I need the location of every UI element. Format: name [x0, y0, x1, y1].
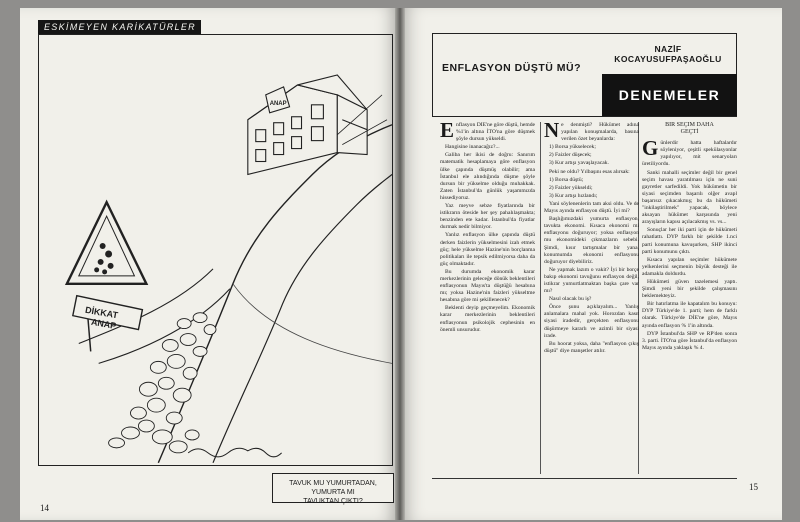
paragraph: Ne yapmak lazım o vakit? İyi bir borçe bakıp ekonomi tavuğunu enflasyon değil, istikrar yumurtlatmaktan başka çare var mı?: [544, 266, 639, 295]
article-headline: ENFLASYON DÜŞTÜ MÜ?: [442, 62, 581, 74]
paragraph: 2) Faizler yükseldi;: [549, 184, 593, 191]
warning-sign: [67, 202, 147, 351]
drop-cap: E: [440, 122, 455, 142]
column-name: DENEMELER: [602, 74, 737, 116]
paragraph: Nasıl olacak bu iş?: [549, 296, 592, 303]
paragraph: Bu durumda ekonomik karar merkezlerinin geleceğe dönük beklentileri enflasyonun Mayıs'ta düştüğü hesabına mı; yoksa Hazine'nin faizleri yükseltme hesabına göre mi şekillenecek?: [440, 268, 535, 304]
paragraph: Kısaca yapılan seçimler hükümete yelkenlerini seçmenin büyük desteği ile adamakla doldurdu.: [642, 256, 737, 277]
paragraph: Yaz meyve sebze fiyatlarında bir istikrarın öteside her şey pahalılaşmakta; benzinden ete kadar. İstanbul'da fiyatlar durmak nedir bilmiyor.: [440, 203, 535, 231]
paragraph: 2) Faizler düşecek;: [549, 152, 592, 159]
paragraph: 3) Kur artışı yavaşlayacak.: [549, 160, 609, 167]
article-column-2: [544, 122, 639, 477]
paragraph: Galiba her ikisi de doğru: Sanırım matematik hesaplamaya göre enflasyon ülke çapında düşmüş olabilir; ama İstanbul ele alındığında düşme şöyle dursun bir yükselme olduğu muhakkak. Zaten İstanbul'da günlük yaşammızda hissediyoruz.: [440, 152, 535, 201]
bottom-rule: [432, 478, 737, 479]
cartoon-frame: [38, 34, 393, 505]
paragraph: Sanki mahalli seçimler değil bir genel seçim havası yaratılması için ne suni gayretler sarfedildi. Yok hükümetin bir siyasi seçimden başarılı olğer avapl başarısız çıkacakmış; bu da hükümeti "inkilaştirilmek" yapacak, böylece aksayan hükümet karşısında yeni arayışların kapısı açılacakmış vs. vs...: [642, 169, 737, 226]
rock-pile: [109, 313, 216, 453]
building-sign: ANAP: [269, 100, 287, 107]
paragraph: Yanlız enflasyon ülke çapında düştü derken faizlerin yükselmesini izah etmek güç; hele yükselme Hazine'nin borçlanma politikaları ile tepsik edilmiyorsa daha da güç olmaktadır.: [440, 232, 535, 267]
page-number-left: 14: [40, 503, 49, 513]
paragraph: Sonuçlar her iki parti için de hükümeti rahatlattı. DYP farklı bir şekilde 1.nci parti konumuna kavuşurken, SHP ikinci parti konumunu çıktı.: [642, 227, 737, 255]
subheading: [642, 122, 737, 136]
caption-line-3: TAVUKTAN ÇIKTI?: [303, 498, 363, 505]
cartoon-illustration: [39, 35, 392, 465]
subheading-line-1: BİR SEÇİM DAHA: [665, 122, 714, 128]
column-divider: [540, 122, 541, 474]
paragraph: Hangisine inanacağız?...: [445, 144, 500, 151]
paragraph: Yani söylenenlerin tam aksi oldu. Ve de Mayıs ayında enflasyon düştü. İyi mi?: [544, 200, 639, 215]
sign-text-anap: ANAP: [90, 316, 118, 331]
paragraph: 1) Borsa düştü;: [549, 176, 584, 183]
paragraph: DYP İstanbul'da SHP ve RP'den sonra 3. parti. İTO'na göre İstanbul'da enflasyon Mayıs ayında yaklaşık % 4.: [642, 330, 737, 351]
paragraph: 1) Borsa yükselecek;: [549, 144, 596, 151]
sign-text-dikkat: DİKKAT: [84, 304, 119, 321]
book-gutter: [395, 8, 405, 520]
paragraph: Hükümeti güven tazelemesi yaptı. Şimdi yeni bir şekilde çalışmasını beklemekteyiz.: [642, 278, 737, 300]
paragraph: Peki ne oldu? Yılbaşını esas alırsak:: [549, 168, 630, 175]
paragraph: Ne denmişti? Hükümet adına yapılan konuşmalarda, basına verilen özet beyanlarda:: [544, 122, 639, 143]
paragraph: Enflasyon DİE'ne göre düştü, hemde %1'in altına İTO'na göre düşmek şöyle dursun yükseldi.: [440, 122, 535, 143]
paragraph: Bir hatırlatma ile kapatalım bu konuyu: DYP Türkiye'de 1. parti; hem de farklı olarak. Türkiye'de DİE'ne göre, Mayıs ayında enflasyon % 1'in altında.: [642, 301, 737, 329]
paragraph: Başlığımızdaki yumurta enflasyon, tavukta ekonomi. Kısaca ekonomi mi enflasyonu doğuruyor; yoksa enflasyon mu ekonomideki çıkmazların sebebi. Şimdi, kısır tartışmalar bir yana, konumumda ekonomi enflasyonu doğuruyor diyebiliriz.: [544, 216, 639, 265]
drop-cap: G: [642, 136, 659, 161]
article-column-3: [642, 122, 737, 477]
cartoon-caption: [272, 473, 394, 503]
paragraph: Günlerdir hatta haftalardır söyleniyor, çeşitli spekülasyonlar yapılıyor, mit senaryoları üretiliyordu.: [642, 136, 737, 168]
series-title: ESKİMEYEN KARİKATÜRLER: [38, 20, 201, 34]
paragraph: 3) Kur artışı hızlandı;: [549, 192, 598, 199]
paragraph: Beklenti deyip geçmeyelim. Ekonomik karar merkezlerinin beklentileri enflasyonun psikolojik cephesinin en önemli unsurudur.: [440, 305, 535, 333]
author-name: NAZİF KOCAYUSUFPAŞAOĞLU: [614, 44, 722, 64]
caption-line-2: YUMURTA MI: [311, 489, 355, 496]
drop-cap: N: [544, 122, 560, 142]
caption-line-1: TAVUK MU YUMURTADAN,: [289, 480, 377, 487]
paragraph: Bu hoorat yoksa, daha "enflasyon çıkış düştü" diye manşetler atılır.: [544, 340, 639, 354]
paragraph: Önce şunu açıklayalım... Yanlış anlamalara mahal yok. Horozdan kasıt siyasi iradedir, gerçekten enflasyonu düşürmeye kararlı ve azimli bir siyasi irade.: [544, 304, 639, 339]
house-drawing: [248, 75, 387, 174]
article-column-1: [440, 122, 535, 477]
page-number-right: 15: [749, 482, 758, 492]
subheading-line-2: GEÇTİ: [680, 129, 699, 136]
